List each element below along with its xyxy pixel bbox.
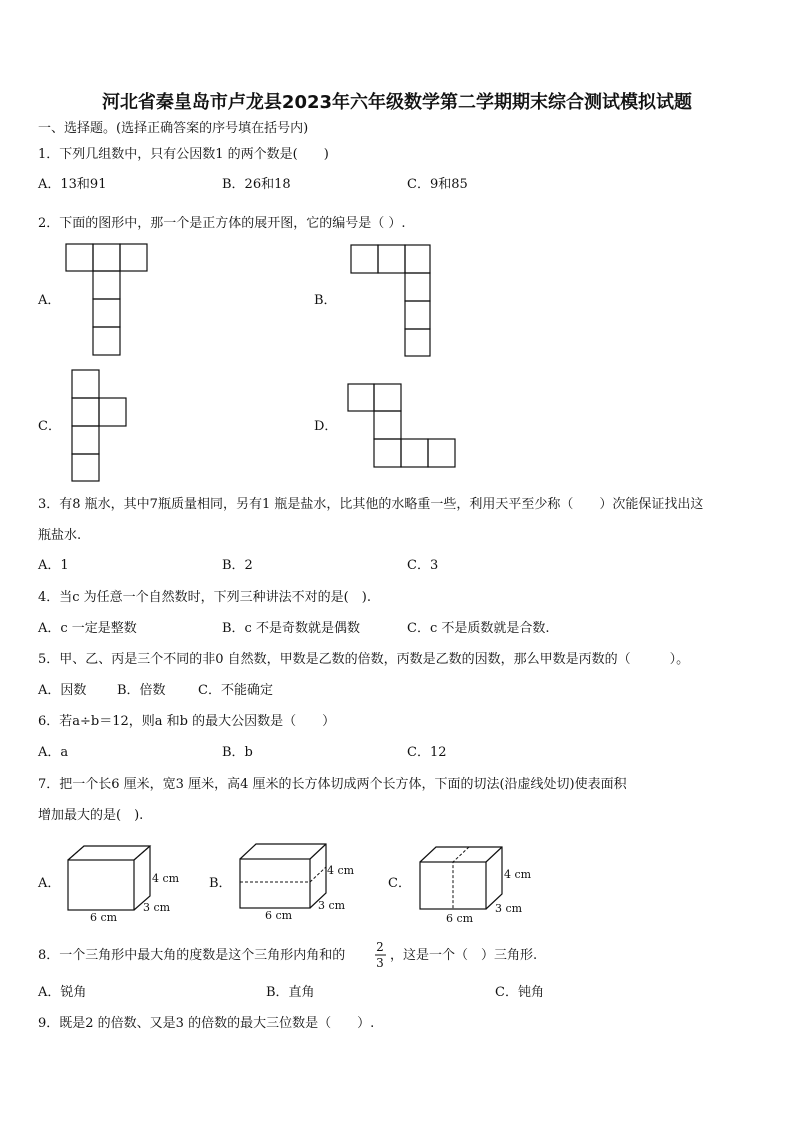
q7-option-a: A． [38, 876, 61, 891]
cuboid-b-height: 4 cm [327, 864, 355, 877]
question-7-stem-line2: 增加最大的是( ). [38, 808, 144, 823]
question-8-stem-post: ，这是一个（ ）三角形. [390, 948, 538, 963]
section-heading: 一、选择题。(选择正确答案的序号填在括号内) [38, 121, 309, 136]
q6-option-a: A．a [38, 745, 69, 760]
cuboid-a-width: 3 cm [143, 901, 171, 914]
q2-option-a: A． [38, 293, 61, 308]
cuboid-b-length: 6 cm [265, 909, 293, 922]
q4-option-c: C．c 不是质数就是合数. [407, 621, 550, 636]
question-1-stem: 1．下列几组数中，只有公因数1 的两个数是( ) [38, 147, 329, 162]
q7-option-b: B． [209, 876, 232, 891]
cube-net-d [348, 384, 455, 467]
q1-option-b: B．26和18 [222, 177, 291, 192]
cuboid-a [68, 846, 150, 910]
q2-option-b: B． [314, 293, 337, 308]
cuboid-c [420, 847, 502, 909]
cuboid-b [240, 844, 326, 908]
q5-option-c: C．不能确定 [198, 683, 273, 698]
question-2-stem: 2．下面的图形中，那一个是正方体的展开图，它的编号是（ ）. [38, 216, 406, 231]
q3-option-a: A．1 [38, 558, 69, 573]
fraction-numerator: 2 [376, 940, 384, 954]
q4-option-b: B．c 不是奇数就是偶数 [222, 621, 360, 636]
cuboid-a-length: 6 cm [90, 911, 118, 924]
q1-option-a: A．13和91 [38, 177, 107, 192]
question-5-stem: 5．甲、乙、丙是三个不同的非0 自然数，甲数是乙数的倍数，丙数是乙数的因数，那么甲数是丙数的（ ）。 [38, 652, 690, 667]
cuboid-c-width: 3 cm [495, 902, 523, 915]
question-3-stem-line2: 瓶盐水. [38, 528, 82, 543]
cuboid-c-length: 6 cm [446, 912, 474, 925]
cuboid-c-height: 4 cm [504, 868, 532, 881]
q8-option-c: C．钝角 [495, 985, 544, 1000]
cuboid-b-width: 3 cm [318, 899, 346, 912]
fraction-denominator: 3 [376, 956, 384, 970]
q5-option-a: A．因数 [38, 683, 87, 698]
cube-net-a [66, 244, 147, 355]
q7-option-c: C． [388, 876, 411, 891]
q6-option-b: B．b [222, 745, 253, 760]
question-9-stem: 9．既是2 的倍数、又是3 的倍数的最大三位数是（ ）. [38, 1016, 375, 1031]
question-4-stem: 4．当c 为任意一个自然数时，下列三种讲法不对的是( ). [38, 590, 371, 605]
q2-option-c: C． [38, 419, 61, 434]
cube-net-c [72, 370, 126, 481]
q8-option-b: B．直角 [266, 985, 315, 1000]
q1-option-c: C．9和85 [407, 177, 468, 192]
question-6-stem: 6．若a÷b＝12，则a 和b 的最大公因数是（ ） [38, 714, 336, 729]
q3-option-b: B．2 [222, 558, 253, 573]
cube-net-b [351, 245, 430, 356]
question-8-stem-pre: 8．一个三角形中最大角的度数是这个三角形内角和的 [38, 948, 346, 963]
question-3-stem-line1: 3．有8 瓶水，其中7瓶质量相同，另有1 瓶是盐水，比其他的水略重一些，利用天平至少称（ ）次能保证找出这 [38, 497, 704, 512]
q3-option-c: C．3 [407, 558, 439, 573]
q4-option-a: A．c 一定是整数 [38, 621, 137, 636]
q2-option-d: D． [314, 419, 338, 434]
q6-option-c: C．12 [407, 745, 447, 760]
question-7-stem-line1: 7．把一个长6 厘米，宽3 厘米，高4 厘米的长方体切成两个长方体，下面的切法(沿虚线处切)使表面积 [38, 777, 627, 792]
page-title: 河北省秦皇岛市卢龙县2023年六年级数学第二学期期末综合测试模拟试题 [101, 92, 693, 113]
q5-option-b: B．倍数 [117, 683, 166, 698]
cuboid-a-height: 4 cm [152, 872, 180, 885]
q8-option-a: A．锐角 [38, 985, 87, 1000]
